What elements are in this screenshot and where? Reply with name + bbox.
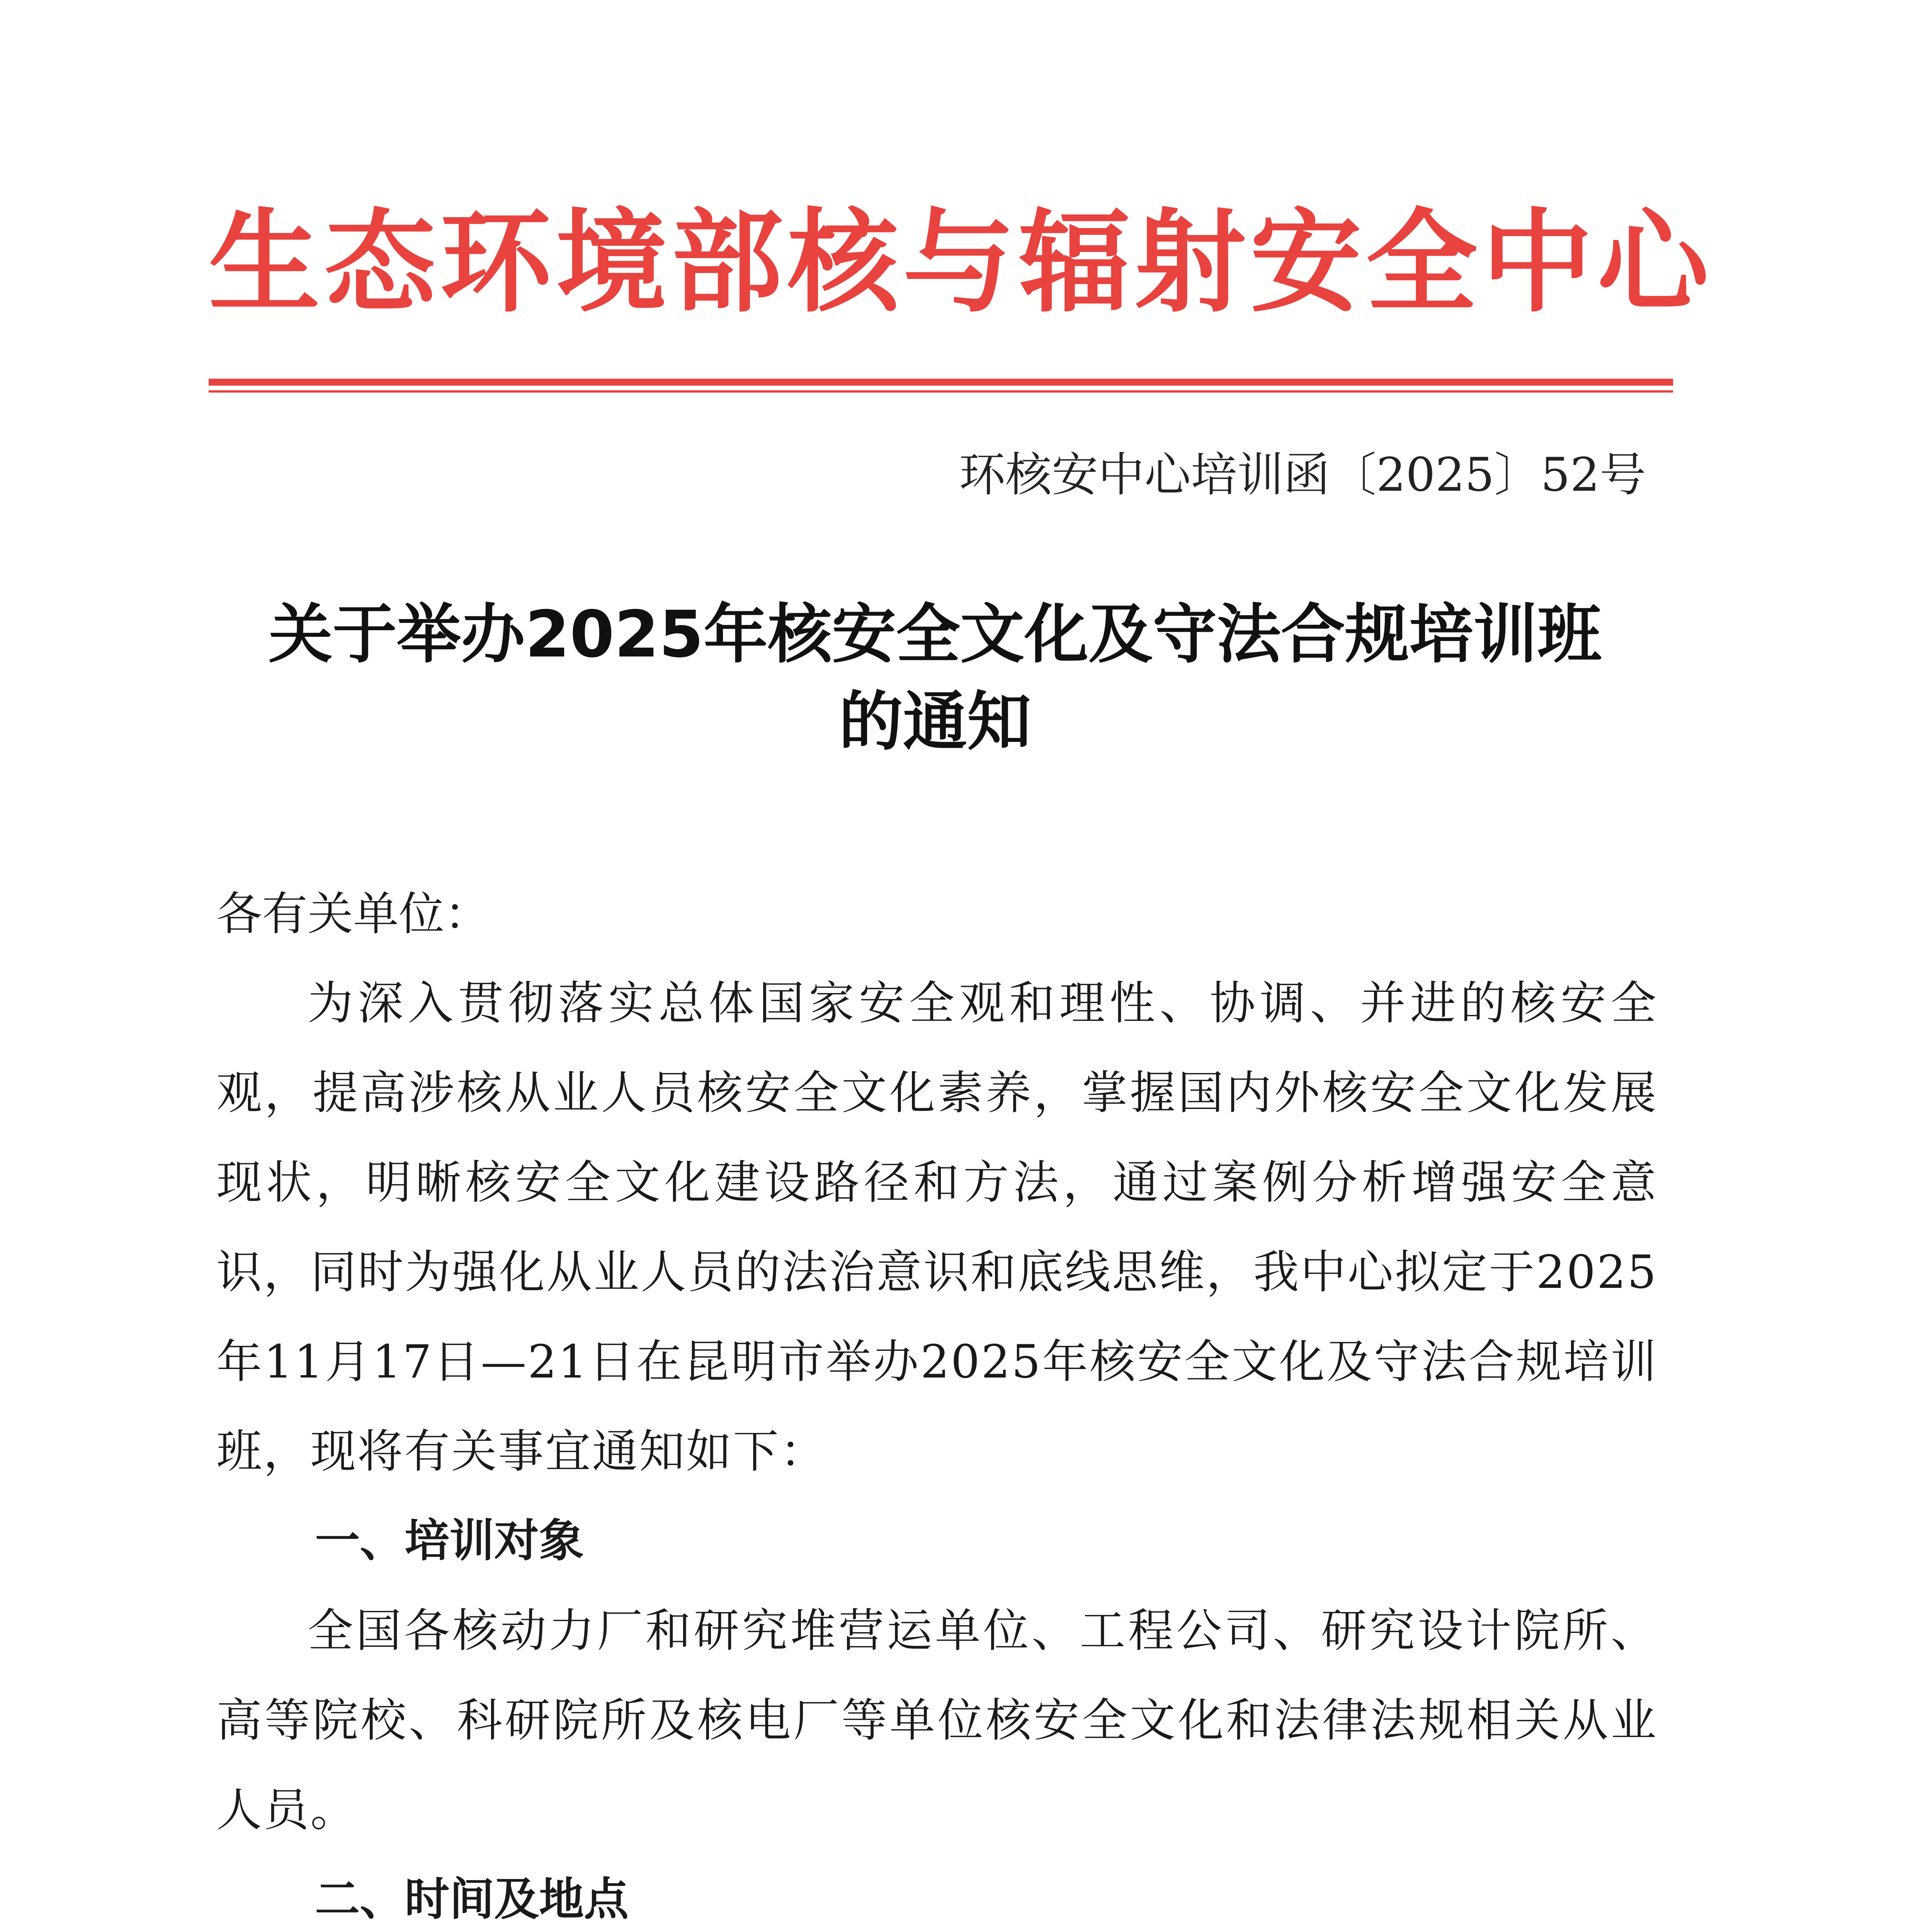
title-line-1: 关于举办2025年核安全文化及守法合规培训班 [268, 597, 1602, 672]
document-title [209, 591, 1661, 766]
document-number: 环核安中心培训函〔2025〕52号 [959, 448, 1646, 502]
targets-paragraph: 全国各核动力厂和研究堆营运单位、工程公司、研究设计院所、高等院校、科研院所及核电厂等单位核安全文化和法律法规相关从业人员。 [216, 1604, 1658, 1837]
title-line-2: 的通知 [839, 685, 1031, 759]
document-body [216, 869, 1658, 1932]
masthead-divider [209, 379, 1673, 396]
section-heading-targets: 一、培训对象 [315, 1515, 584, 1567]
masthead-divider-thin [209, 390, 1673, 393]
intro-paragraph: 为深入贯彻落实总体国家安全观和理性、协调、并进的核安全观，提高涉核从业人员核安全文化素养，掌握国内外核安全文化发展现状，明晰核安全文化建设路径和方法，通过案例分析增强安全意识，同时为强化从业人员的法治意识和底线思维，我中心拟定于2025年11月17日—21日在昆明市举办2025年核安全文化及守法合规培训班，现将有关事宜通知如下： [216, 976, 1658, 1478]
masthead-org-name: 生态环境部核与辐射安全中心 [209, 198, 1713, 327]
salutation: 各有关单位： [216, 887, 490, 940]
section-heading-time-place: 二、时间及地点 [315, 1873, 629, 1925]
masthead-divider-thick [209, 379, 1673, 386]
